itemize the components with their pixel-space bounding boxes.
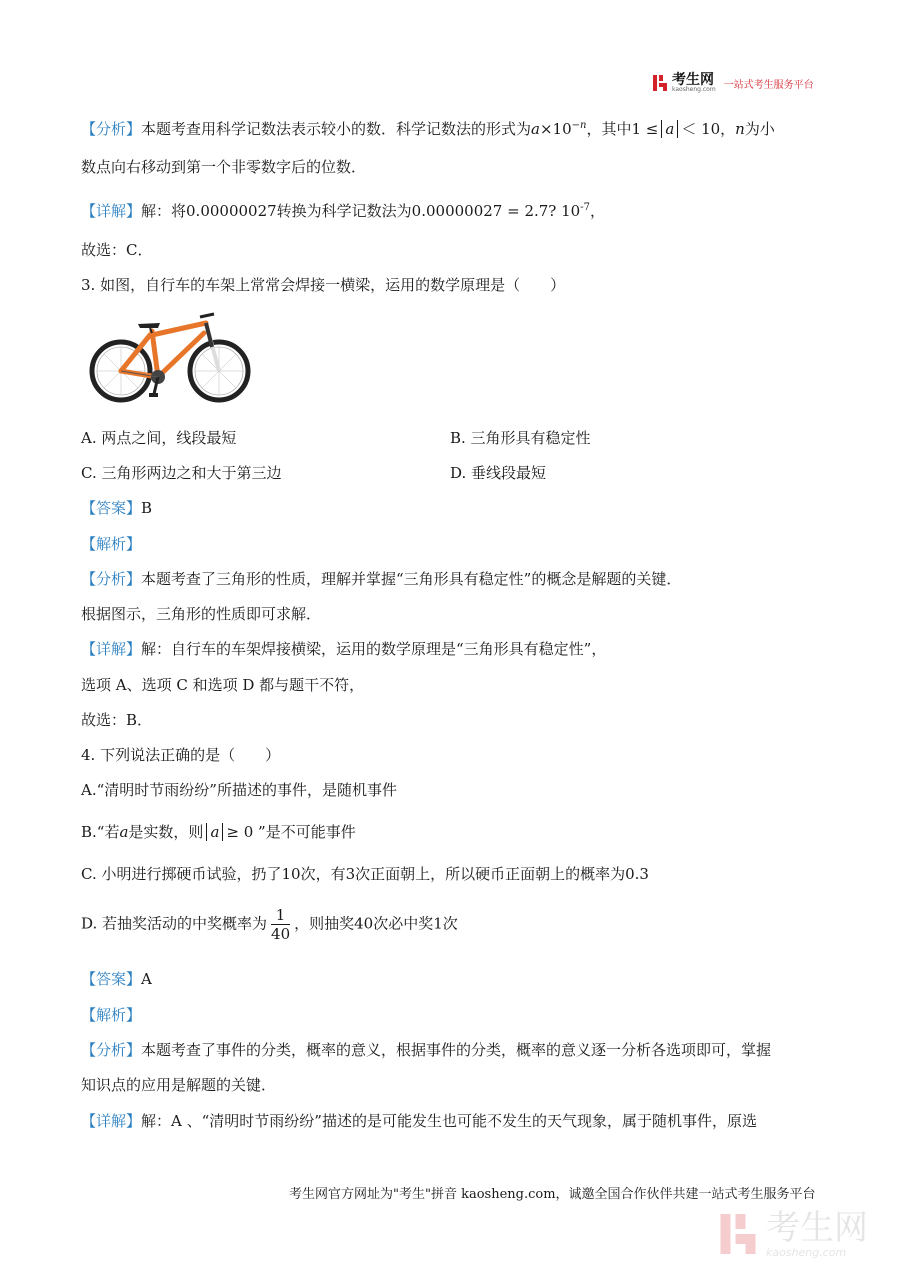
detail-text: 解：自行车的车架焊接横梁，运用的数学原理是“三角形具有稳定性”， [141, 640, 607, 658]
q3-detail-line2: 选项 A、选项 C 和选项 D 都与题干不符， [81, 676, 365, 694]
q4-option-c: C. 小明进行掷硬币试验，扔了10次，有3次正面朝上，所以硬币正面朝上的概率为0.3 [81, 865, 649, 883]
q4-option-d [81, 906, 458, 943]
q4-explain-tag: 【解析】 [81, 1006, 142, 1024]
logo-slogan: 一站式考生服务平台 [723, 79, 814, 91]
analysis-text: 本题考查了事件的分类，概率的意义，根据事件的分类，概率的意义逐一分析各选项即可，掌握 [141, 1041, 772, 1059]
detail-text: 解：将0.00000027转换为科学记数法为0.00000027 = 2.7? 10 [141, 202, 581, 220]
answer-tag: 【答案】 [81, 970, 142, 988]
watermark-sub: kaosheng.com [766, 1245, 847, 1259]
q2-detail [81, 198, 605, 221]
bicycle-image [86, 309, 252, 410]
math-abs-a: a [206, 823, 223, 841]
q3-detail [81, 639, 606, 659]
q3-analysis-line2: 根据图示，三角形的性质即可求解． [81, 605, 322, 623]
math-var-n: n [735, 120, 745, 138]
watermark [718, 1204, 898, 1264]
analysis-text: 本题考查了三角形的性质，理解并掌握“三角形具有稳定性”的概念是解题的关键． [141, 570, 682, 588]
analysis-tag: 【分析】 [81, 120, 142, 138]
detail-tag: 【详解】 [81, 640, 142, 658]
detail-text: 解：A 、“清明时节雨纷纷”描述的是可能发生也可能不发生的天气现象，属于随机事件，原选 [141, 1112, 757, 1130]
option-b-text: ≥ 0 ”是不可能事件 [226, 823, 356, 841]
math-var-a: a [119, 823, 129, 841]
analysis-text: ＜ 10， [681, 120, 736, 138]
q3-option-c: C. 三角形两边之和大于第三边 [81, 464, 282, 482]
math-fraction [271, 906, 290, 943]
watermark-main: 考生网 [766, 1207, 868, 1248]
q3-option-d: D. 垂线段最短 [450, 464, 547, 482]
math-times-ten: ×10 [539, 120, 572, 138]
option-b-text: B.“若 [81, 823, 120, 841]
q4-answer [81, 969, 152, 989]
q4-option-b [81, 822, 356, 842]
kaosheng-logo-icon [652, 74, 668, 92]
q3-analysis [81, 569, 681, 589]
math-exponent: −n [571, 120, 587, 131]
answer-tag: 【答案】 [81, 499, 142, 517]
footer-text: 考生网官方网址为"考生"拼音 kaosheng.com，诚邀全国合作伙伴共建一站式考生服务平台 [289, 1187, 816, 1202]
answer-value: B [141, 499, 153, 517]
fraction-numerator: 1 [271, 906, 290, 925]
q4-analysis [81, 1040, 771, 1060]
q2-conclusion: 故选：C． [81, 241, 153, 259]
q3-option-a: A. 两点之间，线段最短 [81, 429, 237, 447]
q3-conclusion: 故选：B． [81, 711, 153, 729]
q4-option-a: A.“清明时节雨纷纷”所描述的事件，是随机事件 [81, 781, 397, 799]
q2-analysis-line1 [81, 116, 775, 139]
logo-brand: 考生网 [672, 71, 714, 88]
detail-text-end: ， [589, 202, 605, 220]
q3-answer [81, 498, 152, 518]
q2-analysis-line2: 数点向右移动到第一个非零数字后的位数． [81, 158, 367, 176]
analysis-text: 本题考查用科学记数法表示较小的数．科学记数法的形式为 [141, 120, 532, 138]
analysis-text: 为小 [744, 120, 775, 138]
math-exponent: -7 [580, 202, 590, 213]
analysis-text: ，其中1 ≤ [586, 120, 659, 138]
option-d-text: D. 若抽奖活动的中奖概率为 [81, 914, 268, 933]
logo-text [672, 71, 716, 93]
math-abs-a: a [661, 120, 678, 138]
q4-detail [81, 1111, 757, 1131]
q3-explain-tag: 【解析】 [81, 535, 142, 553]
q4-stem: 4. 下列说法正确的是（ ） [81, 746, 281, 764]
detail-tag: 【详解】 [81, 202, 142, 220]
header-logo[interactable] [652, 72, 814, 94]
answer-value: A [141, 970, 152, 988]
option-d-text: ，则抽奖40次必中奖1次 [294, 914, 458, 933]
detail-tag: 【详解】 [81, 1112, 142, 1130]
math-var-a: a [531, 120, 540, 138]
fraction-denominator: 40 [271, 925, 291, 943]
q4-analysis-line2: 知识点的应用是解题的关键． [81, 1076, 277, 1094]
watermark-text [766, 1207, 868, 1259]
analysis-tag: 【分析】 [81, 1041, 142, 1059]
logo-brand-sub: kaosheng.com [672, 85, 716, 93]
q3-stem: 3. 如图，自行车的车架上常常会焊接一横梁，运用的数学原理是（ ） [81, 276, 566, 294]
watermark-logo-icon [718, 1211, 758, 1257]
q3-option-b: B. 三角形具有稳定性 [450, 429, 591, 447]
option-b-text: 是实数，则 [128, 823, 204, 841]
analysis-tag: 【分析】 [81, 570, 142, 588]
